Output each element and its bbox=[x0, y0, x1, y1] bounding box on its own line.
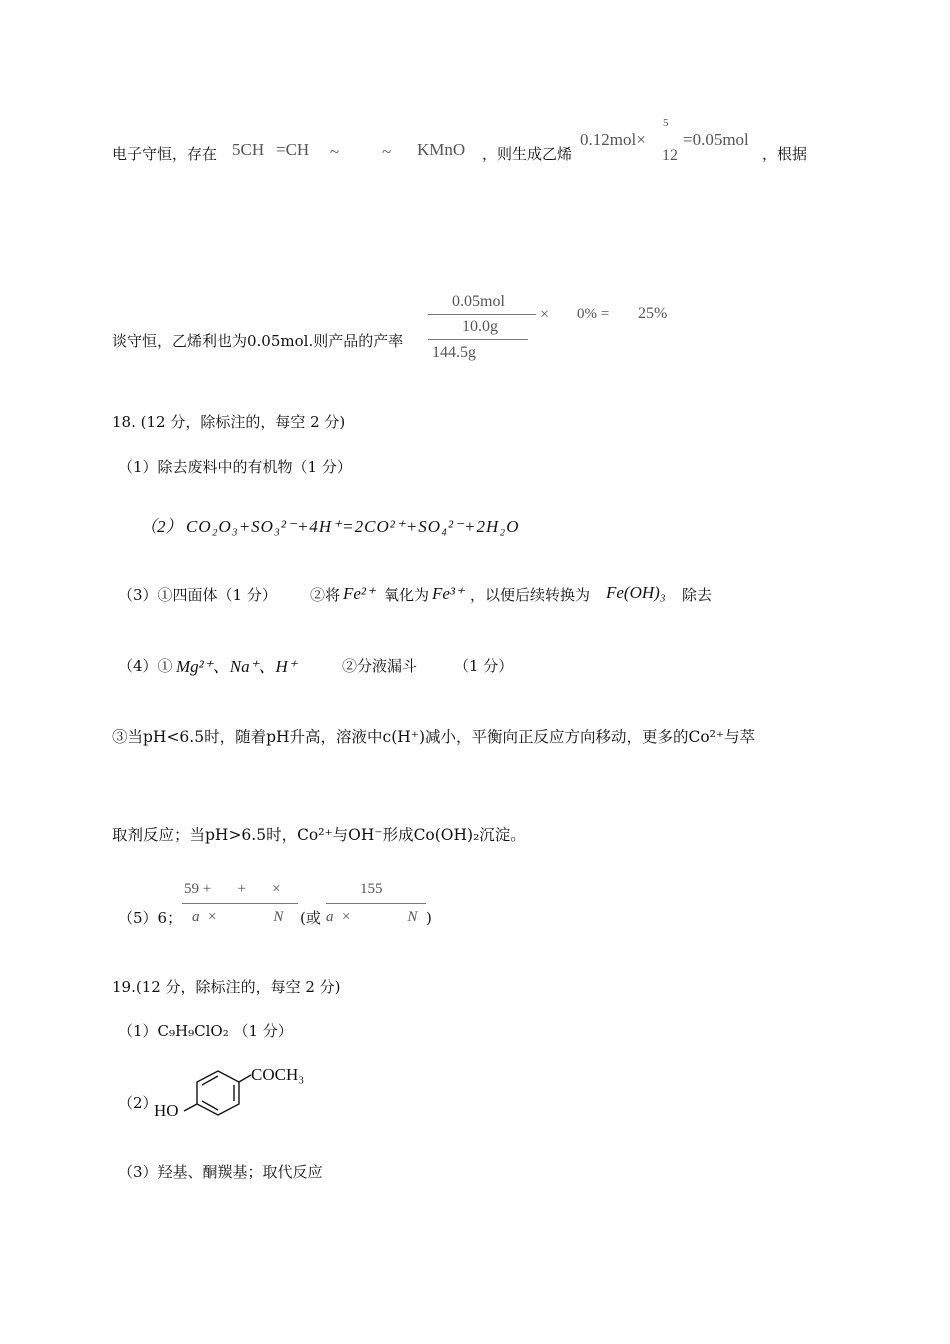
q18-answer-5-denominator: a × N bbox=[192, 909, 284, 925]
structure-acetyl-group: COCH₃ bbox=[251, 1065, 305, 1084]
tilde-1: ~ bbox=[330, 142, 340, 161]
q18-heading: 18. (12 分，除标注的，每空 2 分) bbox=[112, 413, 346, 431]
q18-answer-5-close: ) bbox=[426, 909, 432, 927]
q18-answer-1: （1）除去废料中的有机物（1 分） bbox=[118, 458, 352, 476]
q18-answer-5-prefix: （5）6； bbox=[118, 909, 183, 927]
q18-answer-2-equation: CO₂O₃+SO₃²⁻+4H⁺=2CO²⁺+SO₄²⁻+2H₂O bbox=[186, 517, 520, 536]
tilde-2: ~ bbox=[382, 142, 392, 161]
yield-answer: 25% bbox=[638, 305, 668, 322]
q18-answer-5-or: (或 bbox=[300, 909, 321, 927]
yield-fraction-line-2 bbox=[428, 339, 528, 340]
para1-suffix: ，根据 bbox=[762, 145, 808, 163]
q18-answer-3-e: 除去 bbox=[682, 586, 713, 604]
q19-answer-1: （1）C₉H₉ClO₂ （1 分） bbox=[118, 1022, 293, 1040]
feoh3: Fe(OH)₃ bbox=[606, 583, 666, 602]
bond-to-acetyl bbox=[239, 1075, 251, 1082]
kmno4: KMnO bbox=[417, 140, 466, 159]
yield-top: 0.05mol bbox=[452, 293, 505, 310]
yield-percent: 0% = bbox=[577, 306, 610, 322]
fe3-ion: Fe³⁺ bbox=[432, 584, 464, 603]
q18-answer-2-label: （2） bbox=[140, 517, 183, 536]
q19-answer-2-label: （2） bbox=[118, 1094, 158, 1112]
q19-heading: 19.(12 分，除标注的，每空 2 分) bbox=[112, 978, 341, 996]
q18-answer-4-3-line1: ③当pH<6.5时，随着pH升高，溶液中c(H⁺)减小，平衡向正反应方向移动，更多的Co²⁺与萃 bbox=[112, 728, 756, 746]
q18-answer-5-numerator: 59 + + × bbox=[184, 881, 281, 897]
q18-answer-5-denominator-2: a × N bbox=[326, 909, 418, 925]
bond-to-hydroxyl bbox=[184, 1104, 197, 1111]
para1-middle: ，则生成乙烯 bbox=[482, 145, 573, 163]
para1-prefix: 电子守恒，存在 bbox=[112, 145, 218, 163]
structure-hydroxyl-group: HO bbox=[154, 1101, 179, 1120]
calc-denominator: 12 bbox=[662, 147, 678, 164]
benzene-ring bbox=[197, 1071, 239, 1115]
yield-times: × bbox=[540, 306, 550, 323]
q18-answer-3-b: ②将 bbox=[310, 586, 341, 604]
q18-answer-4-prefix: （4）① bbox=[118, 657, 173, 675]
yield-mid: 10.0g bbox=[462, 318, 498, 335]
calc-numerator: 0.12mol× bbox=[580, 130, 646, 149]
q18-answer-4-ions: Mg²⁺、Na⁺、H⁺ bbox=[176, 657, 297, 676]
q18-answer-3-prefix: （3）①四面体（1 分） bbox=[118, 586, 277, 604]
yield-fraction-line-1 bbox=[428, 314, 536, 315]
q18-answer-3-d: ，以便后续转换为 bbox=[470, 586, 591, 604]
calc-small: 5 bbox=[663, 117, 669, 129]
yield-bottom: 144.5g bbox=[432, 344, 476, 361]
q18-answer-3-c: 氧化为 bbox=[384, 586, 430, 604]
calc-result: =0.05mol bbox=[683, 130, 749, 149]
q18-answer-4-b: ②分液漏斗 bbox=[342, 657, 418, 675]
q18-answer-4-3-line2: 取剂反应；当pH>6.5时，Co²⁺与OH⁻形成Co(OH)₂沉淀。 bbox=[112, 826, 526, 844]
para2-prefix: 谈守恒，乙烯利也为0.05mol.则产品的产率 bbox=[112, 332, 404, 350]
q19-answer-3: （3）羟基、酮羰基；取代反应 bbox=[118, 1163, 323, 1181]
formula-ch2-a: 5CH bbox=[232, 140, 265, 159]
q18-answer-5-numerator-2: 155 bbox=[360, 881, 383, 897]
formula-ch2-b: =CH bbox=[276, 140, 310, 159]
q18-answer-5-fraction-line bbox=[182, 903, 298, 904]
q18-answer-5-fraction-line-2 bbox=[326, 903, 426, 904]
fe2-ion: Fe²⁺ bbox=[343, 584, 375, 603]
q18-answer-4-c: （1 分） bbox=[454, 657, 514, 675]
